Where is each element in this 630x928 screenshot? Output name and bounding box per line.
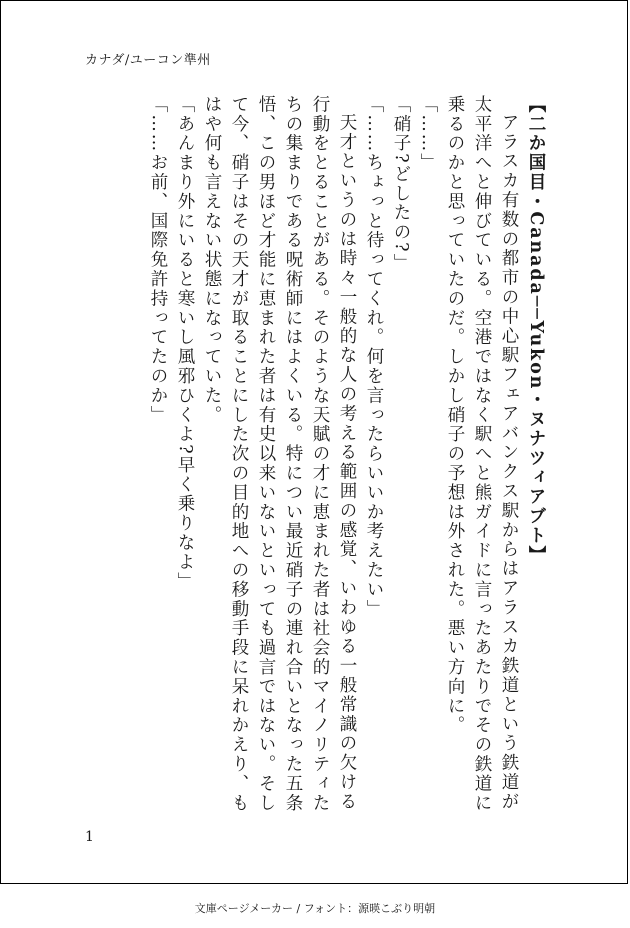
dialogue-3: 「……ちょっと待ってくれ。何を言ったらいいか考えたい」 bbox=[364, 95, 384, 619]
chapter-title: 【二か国目・Canada──Yukon・ヌナツィアブト】 bbox=[526, 95, 546, 565]
body-text bbox=[85, 95, 549, 815]
dialogue-5: 「……お前、国際免許持ってたのか」 bbox=[148, 95, 168, 425]
dialogue-1: 「……」 bbox=[418, 95, 438, 173]
running-head: カナダ/ユーコン準州 bbox=[85, 53, 211, 68]
page-number: 1 bbox=[85, 829, 94, 845]
paragraph-1: アラスカ有数の都市の中心駅フェアバンクス駅からはアラスカ鉄道という鉄道が太平洋へと伸びている。空港ではなく駅へと熊ガイドに言ったあたりでその鉄道に乗るのかと思っていたのだ。しかし硝子の予想は外された。悪い方向に。 bbox=[445, 95, 519, 813]
dialogue-4: 「あんまり外にいると寒いし風邪ひくよ?早く乗りなよ」 bbox=[175, 95, 195, 592]
dialogue-2: 「硝子?どしたの?」 bbox=[391, 95, 411, 273]
footer-credit: 文庫ページメーカー / フォント：源暎こぶり明朝 bbox=[194, 902, 436, 915]
paragraph-2: 天才というのは時々一般的な人の考える範囲の感覚、いわゆる一般常識の欠ける行動をとることがある。そのような天賦の才に恵まれた者は社会的マイノリティたちの集まりである呪術師にはよくいる。特につい最近硝子の連れ合いとなった五条悟、この男ほど才能に恵まれた者は有史以来いないといっても過言ではない。そして今、硝子はその天才が取ることにした次の目的地への移動手段に呆れかえり、もはや何も言えない状態になっていた。 bbox=[202, 95, 357, 813]
